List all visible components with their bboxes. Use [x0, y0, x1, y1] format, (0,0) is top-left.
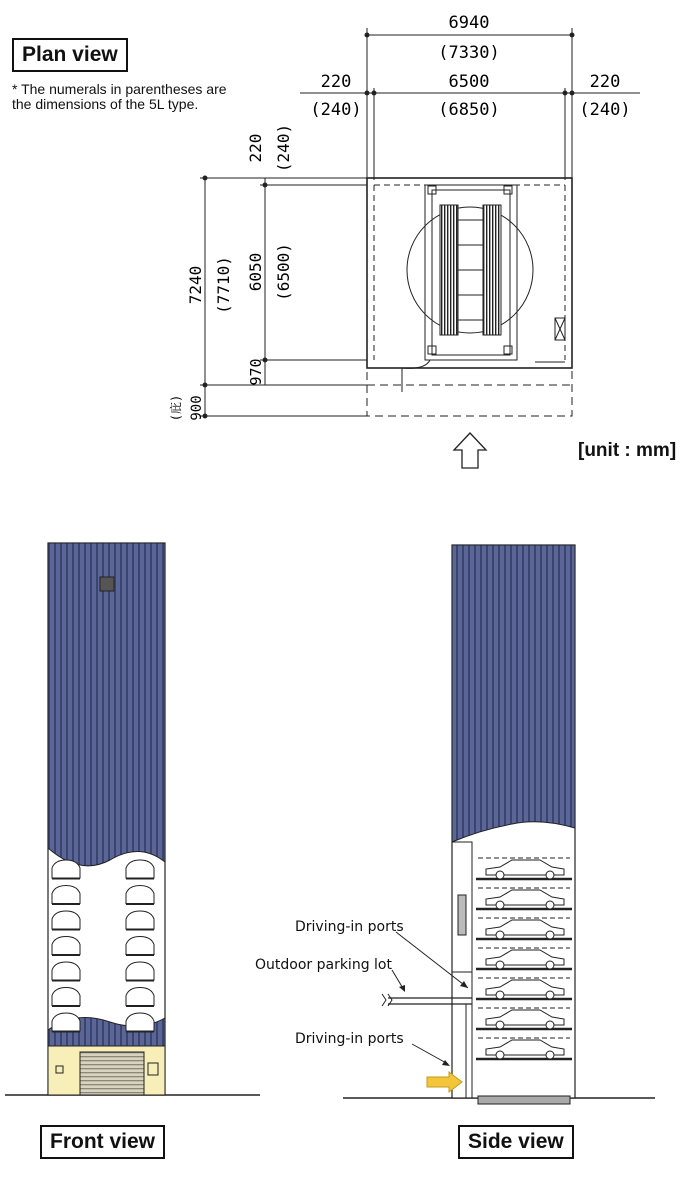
front-parked-car	[52, 886, 80, 905]
dim-total-depth-5l: (7710)	[214, 256, 233, 314]
plan-note-line2: the dimensions of the 5L type.	[12, 96, 199, 112]
front-parked-car	[52, 1013, 80, 1032]
label-driving-in-upper: Driving-in ports	[295, 919, 404, 935]
front-parked-car	[126, 911, 154, 930]
front-parked-car	[126, 1013, 154, 1032]
dim-front-depth: 970	[247, 358, 265, 386]
unit-label: [unit : mm]	[578, 440, 677, 461]
dim-inner-width: 6500	[448, 72, 490, 92]
front-parked-car	[52, 911, 80, 930]
dim-total-width: 6940	[448, 13, 490, 33]
dim-total-depth: 7240	[186, 265, 205, 305]
dim-apron: 900	[189, 395, 205, 421]
front-parked-car	[126, 988, 154, 1007]
front-parked-car	[126, 937, 154, 956]
front-view-title: Front view	[40, 1125, 165, 1159]
dim-inner-width-5l: (6850)	[438, 100, 500, 120]
side-view-title: Side view	[458, 1125, 574, 1159]
plan-view-title: Plan view	[12, 38, 128, 72]
dim-left-margin: 220	[320, 72, 352, 92]
front-view-drawing	[5, 543, 260, 1095]
dim-inner-depth: 6050	[246, 252, 265, 292]
dim-top-margin: 220	[246, 133, 265, 163]
front-parked-car	[126, 860, 154, 879]
plan-note-line1: * The numerals in parentheses are	[12, 81, 227, 97]
dim-right-margin-5l: (240)	[579, 100, 631, 120]
dim-left-margin-5l: (240)	[310, 100, 362, 120]
label-outdoor-parking-lot: Outdoor parking lot	[255, 957, 392, 973]
dim-right-margin: 220	[589, 72, 621, 92]
dim-top-margin-5l: (240)	[274, 123, 293, 173]
plan-view-drawing	[200, 28, 640, 468]
front-parked-car	[126, 962, 154, 981]
dim-total-width-5l: (7330)	[438, 43, 500, 63]
front-parked-car	[52, 988, 80, 1007]
label-driving-in-lower: Driving-in ports	[295, 1031, 404, 1047]
side-view-drawing	[343, 545, 655, 1104]
front-parked-car	[52, 962, 80, 981]
dim-apron-note: (庇)	[169, 394, 183, 422]
front-parked-car	[52, 860, 80, 879]
front-parked-car	[52, 937, 80, 956]
dim-inner-depth-5l: (6500)	[274, 243, 293, 301]
front-parked-car	[126, 886, 154, 905]
plan-dimension-texts	[168, 13, 631, 421]
